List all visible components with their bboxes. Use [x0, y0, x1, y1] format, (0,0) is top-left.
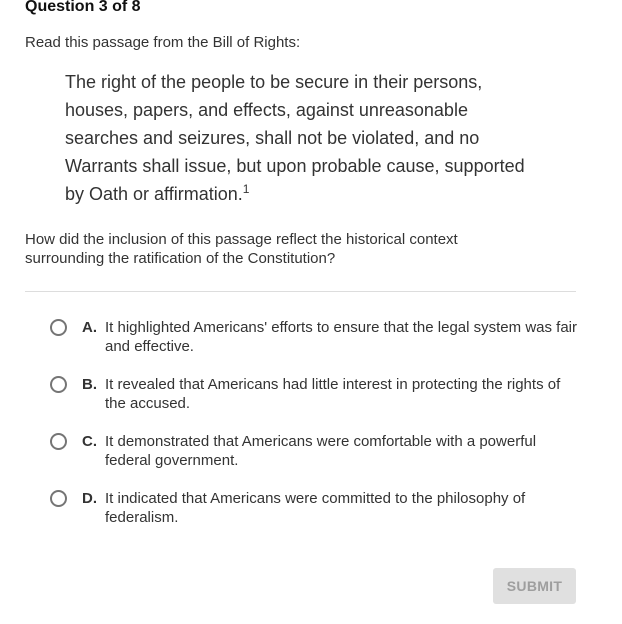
option-a[interactable]	[50, 318, 580, 356]
radio-button[interactable]	[50, 433, 67, 450]
submit-button[interactable]: SUBMIT	[493, 568, 576, 604]
option-text: It indicated that Americans were committed to the philosophy of federalism.	[105, 490, 526, 526]
option-letter: B.	[82, 376, 97, 393]
option-b[interactable]	[50, 375, 580, 413]
option-d[interactable]	[50, 489, 580, 527]
instruction-text: Read this passage from the Bill of Rights:	[25, 34, 301, 51]
option-text: It revealed that Americans had little interest in protecting the rights of the accused.	[105, 376, 561, 412]
radio-button[interactable]	[50, 490, 67, 507]
option-letter: C.	[82, 433, 97, 450]
option-c[interactable]	[50, 432, 580, 470]
passage-quote	[65, 68, 535, 208]
option-text: It highlighted Americans' efforts to ensure that the legal system was fair and effective.	[105, 319, 577, 355]
passage-text: The right of the people to be secure in their persons, houses, papers, and effects, against unreasonable searches and seizures, shall not be violated, and no Warrants shall issue, but upon probable cause, supported by Oath or affirmation.	[65, 72, 525, 204]
radio-button[interactable]	[50, 319, 67, 336]
option-letter: D.	[82, 490, 97, 507]
option-letter: A.	[82, 319, 97, 336]
option-text: It demonstrated that Americans were comfortable with a powerful federal government.	[105, 433, 537, 469]
footnote-marker[interactable]: 1	[242, 182, 250, 196]
question-counter: Question 3 of 8	[25, 0, 141, 15]
divider	[25, 291, 576, 292]
question-prompt: How did the inclusion of this passage reflect the historical context surrounding the ratification of the Constitution?	[25, 231, 458, 267]
radio-button[interactable]	[50, 376, 67, 393]
